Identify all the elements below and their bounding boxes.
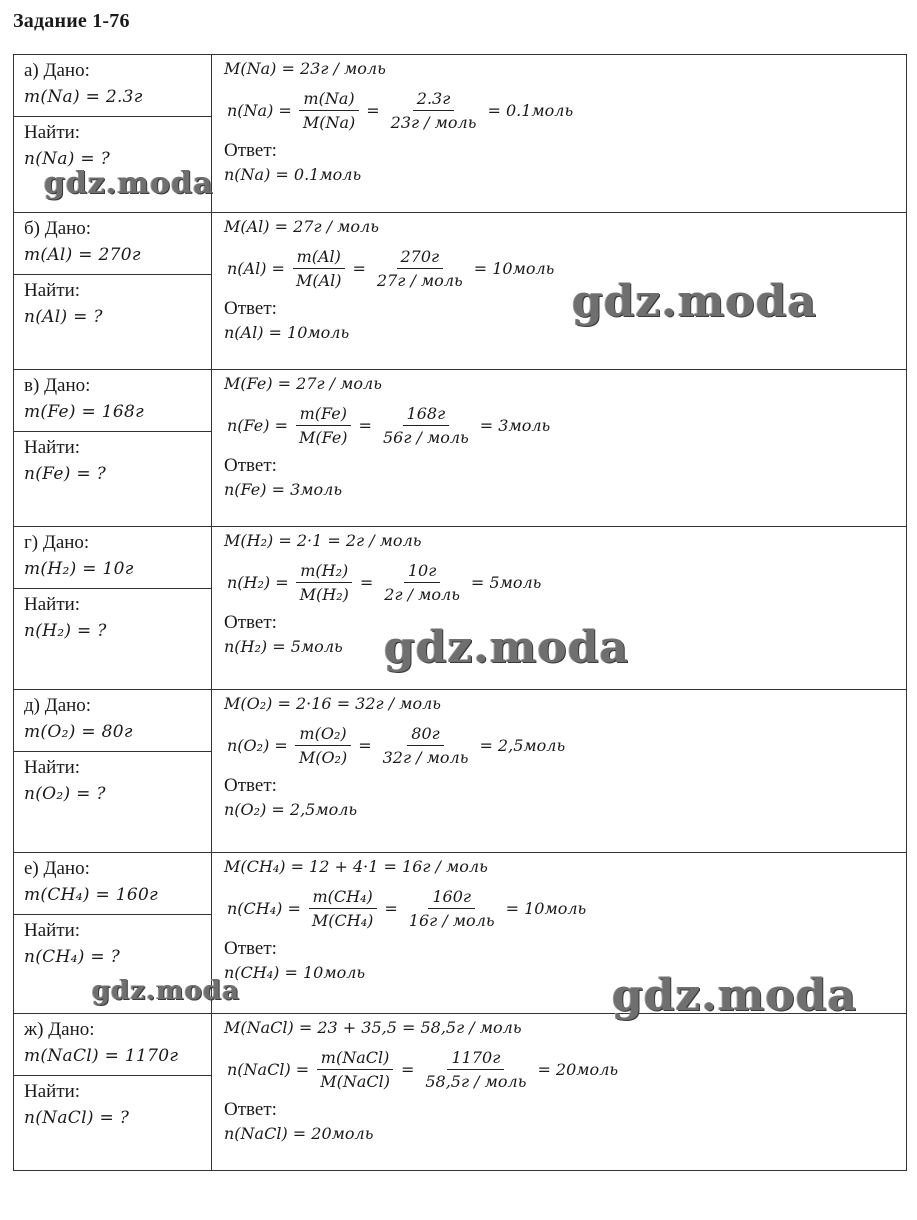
task-letter: а) — [24, 60, 39, 81]
given-block — [14, 527, 211, 589]
formula-fraction — [295, 724, 351, 767]
calculation-line — [224, 716, 906, 774]
molar-mass-line: M(NaCl) = 23 + 35,5 = 58,5г / моль — [224, 1018, 522, 1037]
equation-lhs: n(Na) = — [227, 100, 292, 120]
fraction-denominator: M(CH₄) — [311, 910, 374, 930]
given-cell — [14, 1014, 212, 1170]
equation-result: = 10моль — [473, 258, 555, 278]
answer-value: n(Na) = 0.1моль — [224, 165, 362, 184]
find-label: Найти: — [24, 920, 81, 941]
find-value: n(NaCl) = ? — [24, 1108, 130, 1128]
fraction-denominator: 58,5г / моль — [425, 1071, 527, 1091]
given-block — [14, 370, 211, 432]
answer-label: Ответ: — [224, 775, 277, 796]
page-title: Задание 1-76 — [13, 10, 130, 32]
fraction-numerator: 1170г — [447, 1048, 504, 1070]
given-value: m(Fe) = 168г — [24, 402, 145, 422]
given-label: Дано: — [44, 218, 92, 239]
fraction-numerator: m(Fe) — [296, 404, 351, 426]
fraction-denominator: M(Na) — [302, 112, 356, 132]
molar-mass-line: M(H₂) = 2·1 = 2г / моль — [224, 531, 422, 550]
value-fraction — [405, 887, 499, 930]
answer-value: n(O₂) = 2,5моль — [224, 800, 358, 819]
task-row — [14, 690, 906, 853]
equals-sign: = — [366, 100, 380, 120]
equation-result: = 3моль — [479, 415, 551, 435]
value-fraction — [373, 247, 467, 290]
fraction-denominator: 27г / моль — [376, 270, 463, 290]
molar-mass-line: M(Al) = 27г / моль — [224, 217, 379, 236]
find-block — [14, 275, 211, 369]
find-value: n(H₂) = ? — [24, 621, 107, 641]
answer-value: n(Al) = 10моль — [224, 323, 350, 342]
find-block — [14, 1076, 211, 1170]
molar-mass-line: M(Na) = 23г / моль — [224, 59, 386, 78]
fraction-numerator: 160г — [428, 887, 475, 909]
solution-cell — [212, 690, 906, 852]
find-label: Найти: — [24, 757, 81, 778]
equals-sign: = — [358, 415, 372, 435]
fraction-denominator: M(NaCl) — [320, 1071, 390, 1091]
molar-mass-line: M(Fe) = 27г / моль — [224, 374, 382, 393]
answer-label: Ответ: — [224, 938, 277, 959]
given-label: Дано: — [44, 695, 92, 716]
given-cell — [14, 213, 212, 369]
answer-label: Ответ: — [224, 612, 277, 633]
answer-label: Ответ: — [224, 140, 277, 161]
answer-value: n(Fe) = 3моль — [224, 480, 343, 499]
given-value: m(Al) = 270г — [24, 245, 141, 265]
task-row — [14, 1014, 906, 1171]
fraction-denominator: 56г / моль — [382, 427, 469, 447]
watermark: gdz.moda — [92, 976, 241, 1006]
find-label: Найти: — [24, 1081, 81, 1102]
equation-result: = 20моль — [537, 1059, 619, 1079]
task-letter: в) — [24, 375, 40, 396]
fraction-numerator: m(CH₄) — [309, 887, 377, 909]
given-cell — [14, 370, 212, 526]
formula-fraction — [292, 247, 346, 290]
molar-mass-line: M(CH₄) = 12 + 4·1 = 16г / моль — [224, 857, 488, 876]
find-value: n(Fe) = ? — [24, 464, 107, 484]
fraction-numerator: 2.3г — [413, 89, 455, 111]
given-value: m(NaCl) = 1170г — [24, 1046, 179, 1066]
equation-result: = 10моль — [505, 898, 587, 918]
equals-sign: = — [352, 258, 366, 278]
fraction-numerator: m(O₂) — [295, 724, 350, 746]
formula-fraction — [299, 89, 359, 132]
fraction-numerator: m(H₂) — [296, 561, 352, 583]
fraction-denominator: M(Al) — [295, 270, 342, 290]
task-row — [14, 370, 906, 527]
answer-value: n(CH₄) = 10моль — [224, 963, 366, 982]
given-cell — [14, 527, 212, 689]
fraction-numerator: m(Na) — [299, 89, 358, 111]
value-fraction — [421, 1048, 530, 1091]
watermark: gdz.moda — [612, 970, 858, 1021]
find-block — [14, 432, 211, 526]
formula-fraction — [316, 1048, 394, 1091]
given-value: m(O₂) = 80г — [24, 722, 133, 742]
equation-lhs: n(H₂) = — [227, 572, 289, 592]
task-letter: б) — [24, 218, 40, 239]
equals-sign: = — [358, 735, 372, 755]
watermark: gdz.moda — [44, 166, 214, 201]
equation-lhs: n(Al) = — [227, 258, 285, 278]
fraction-denominator: M(Fe) — [298, 427, 348, 447]
given-block — [14, 690, 211, 752]
given-block — [14, 55, 211, 117]
given-label: Дано: — [43, 858, 90, 879]
fraction-numerator: 10г — [404, 561, 440, 583]
given-value: m(H₂) = 10г — [24, 559, 134, 579]
watermark: gdz.moda — [384, 622, 630, 673]
fraction-denominator: 16г / моль — [408, 910, 495, 930]
answer-value: n(NaCl) = 20моль — [224, 1124, 374, 1143]
value-fraction — [379, 404, 473, 447]
fraction-numerator: m(Al) — [293, 247, 345, 269]
find-block — [14, 589, 211, 689]
equation-result: = 0.1моль — [487, 100, 574, 120]
given-cell — [14, 690, 212, 852]
equation-lhs: n(Fe) = — [227, 415, 288, 435]
equation-lhs: n(O₂) = — [227, 735, 288, 755]
find-value: n(Al) = ? — [24, 307, 103, 327]
given-label: Дано: — [48, 1019, 95, 1040]
fraction-denominator: 23г / моль — [390, 112, 477, 132]
value-fraction — [379, 724, 473, 767]
fraction-numerator: 168г — [403, 404, 450, 426]
find-value: n(CH₄) = ? — [24, 947, 121, 967]
fraction-numerator: 270г — [397, 247, 444, 269]
given-label: Дано: — [42, 532, 90, 553]
fraction-numerator: 80г — [407, 724, 443, 746]
calculation-line — [224, 1040, 906, 1098]
task-letter: г) — [24, 532, 39, 553]
find-label: Найти: — [24, 280, 81, 301]
given-label: Дано: — [44, 375, 91, 396]
calculation-line — [224, 553, 906, 611]
answer-label: Ответ: — [224, 1099, 277, 1120]
formula-fraction — [308, 887, 377, 930]
find-value: n(Na) = ? — [24, 149, 111, 169]
equals-sign: = — [400, 1059, 415, 1079]
solution-cell — [212, 370, 906, 526]
given-value: m(Na) = 2.3г — [24, 87, 143, 107]
find-block — [14, 752, 211, 852]
value-fraction — [387, 89, 481, 132]
watermark: gdz.moda — [572, 276, 818, 327]
fraction-denominator: M(O₂) — [298, 747, 348, 767]
answer-label: Ответ: — [224, 455, 277, 476]
solution-cell — [212, 1014, 906, 1170]
given-block — [14, 213, 211, 275]
equation-lhs: n(CH₄) = — [227, 898, 301, 918]
fraction-denominator: M(H₂) — [299, 584, 349, 604]
task-letter: ж) — [24, 1019, 44, 1040]
solution-cell — [212, 55, 906, 212]
answer-label: Ответ: — [224, 298, 277, 319]
value-fraction — [380, 561, 464, 604]
equals-sign: = — [384, 898, 398, 918]
given-label: Дано: — [43, 60, 90, 81]
fraction-numerator: m(NaCl) — [317, 1048, 394, 1070]
equation-result: = 5моль — [470, 572, 542, 592]
fraction-denominator: 32г / моль — [382, 747, 469, 767]
answer-value: n(H₂) = 5моль — [224, 637, 343, 656]
calculation-line — [224, 879, 906, 937]
find-label: Найти: — [24, 437, 81, 458]
find-value: n(O₂) = ? — [24, 784, 106, 804]
calculation-line — [224, 396, 906, 454]
find-label: Найти: — [24, 122, 81, 143]
equals-sign: = — [359, 572, 374, 592]
given-block — [14, 1014, 211, 1076]
molar-mass-line: M(O₂) = 2·16 = 32г / моль — [224, 694, 441, 713]
given-block — [14, 853, 211, 915]
calculation-line — [224, 81, 906, 139]
formula-fraction — [296, 561, 353, 604]
task-letter: д) — [24, 695, 40, 716]
equation-lhs: n(NaCl) = — [227, 1059, 310, 1079]
equation-result: = 2,5моль — [479, 735, 566, 755]
fraction-denominator: 2г / моль — [384, 584, 460, 604]
formula-fraction — [295, 404, 352, 447]
given-value: m(CH₄) = 160г — [24, 885, 159, 905]
find-label: Найти: — [24, 594, 81, 615]
task-letter: е) — [24, 858, 39, 879]
